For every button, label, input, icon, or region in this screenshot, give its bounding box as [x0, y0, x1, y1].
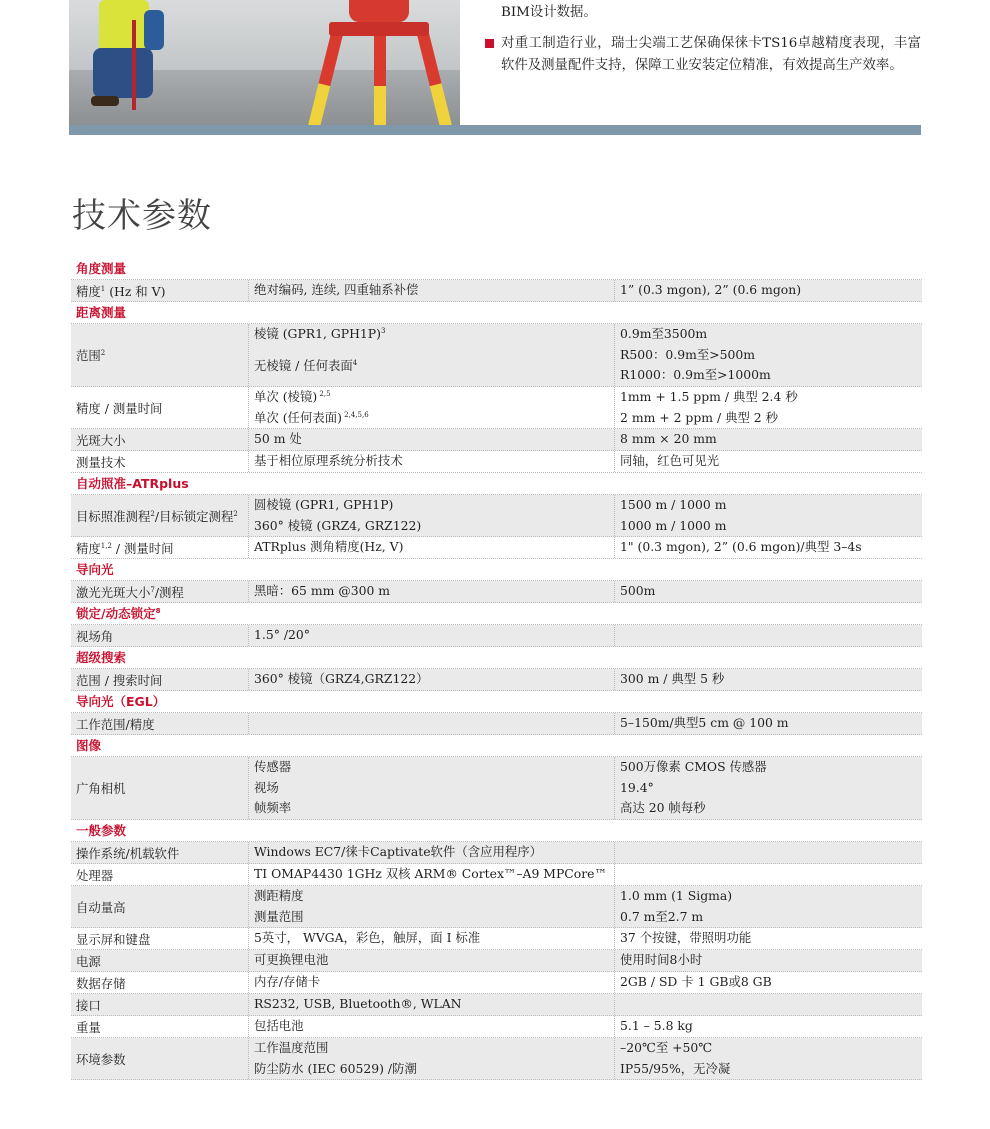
spec-label: 精度$^{1,2}$ / 测量时间 [76, 540, 174, 556]
spec-desc: 1.5° /20° [254, 627, 310, 642]
spec-value: 37 个按键，带照明功能 [620, 930, 752, 945]
spec-row [71, 324, 922, 387]
spec-desc: 防尘防水 (IEC 60529) /防潮 [254, 1060, 417, 1076]
spec-desc: 黑暗：65 mm @300 m [254, 583, 391, 598]
spec-row [71, 1016, 922, 1038]
spec-label: 范围$^2$ [76, 348, 106, 363]
photo-tripod-head [329, 22, 429, 36]
spec-desc: 测距精度 [254, 888, 304, 903]
photo-worker-arm [144, 10, 164, 50]
spec-desc: 基于相位原理系统分析技术 [254, 453, 403, 468]
intro-text [485, 0, 921, 77]
spec-label: 环境参数 [76, 1051, 126, 1067]
spec-label: 工作范围/精度 [76, 716, 155, 732]
photo-instrument [349, 0, 409, 22]
spec-value: 19.4° [620, 779, 654, 795]
spec-row [71, 537, 922, 559]
spec-label: 目标照准测程$^2$/目标锁定测程$^2$ [76, 508, 238, 524]
spec-desc: 可更换锂电池 [254, 952, 329, 967]
group-heading: 锁定/动态锁定$^8$ [71, 603, 922, 625]
spec-row [71, 1038, 922, 1080]
spec-row [71, 928, 922, 950]
spec-desc: 视场 [254, 779, 279, 795]
spec-label: 广角相机 [76, 781, 126, 796]
spec-row [71, 429, 922, 451]
spec-row [71, 950, 922, 972]
spec-value: 0.9m至3500m [620, 326, 708, 341]
group-heading: 超级搜索 [71, 647, 922, 669]
group-heading: 导向光（EGL） [71, 691, 922, 713]
spec-row [71, 495, 922, 537]
group-heading: 自动照准–ATRplus [71, 473, 922, 495]
spec-value: 1000 m / 1000 m [620, 517, 727, 533]
spec-desc: 5英寸， WVGA，彩色，触屏，面 I 标准 [254, 930, 481, 945]
spec-desc: 测量范围 [254, 908, 304, 924]
spec-value: 1500 m / 1000 m [620, 497, 727, 512]
spec-value: 500m [620, 583, 656, 598]
spec-desc: 单次 (棱镜) $^{2,5}$ [254, 389, 331, 404]
spec-label: 测量技术 [76, 454, 126, 470]
spec-label: 操作系统/机载软件 [76, 845, 180, 861]
spec-row [71, 625, 922, 647]
spec-desc: 绝对编码, 连续, 四重轴系补偿 [254, 282, 419, 297]
spec-value: 0.7 m至2.7 m [620, 908, 704, 924]
spec-value: 同轴，红色可见光 [620, 453, 720, 468]
page-title: 技术参数 [72, 196, 212, 236]
spec-desc: 50 m 处 [254, 431, 302, 446]
spec-desc: 360° 棱镜 (GRZ4, GRZ122) [254, 517, 422, 533]
spec-desc: RS232, USB, Bluetooth®, WLAN [254, 996, 462, 1011]
photo-prism-pole [132, 20, 136, 110]
spec-row [71, 387, 922, 429]
spec-row [71, 994, 922, 1016]
photo-worker-vest [99, 0, 149, 48]
spec-value: 1.0 mm (1 Sigma) [620, 888, 733, 903]
spec-row [71, 713, 922, 735]
spec-label: 光斑大小 [76, 432, 126, 448]
spec-value: 使用时间8小时 [620, 952, 703, 967]
spec-row [71, 581, 922, 603]
spec-label: 精度$^1$ (Hz 和 V) [76, 283, 166, 299]
spec-desc: Windows EC7/徕卡Captivate软件（含应用程序） [254, 844, 543, 859]
banner-divider [69, 125, 921, 135]
spec-value: IP55/95%，无冷凝 [620, 1060, 731, 1076]
spec-row [71, 842, 922, 864]
spec-desc: 包括电池 [254, 1018, 304, 1033]
spec-label: 重量 [76, 1019, 101, 1035]
spec-value: 8 mm × 20 mm [620, 431, 717, 446]
spec-row [71, 757, 922, 820]
spec-label: 视场角 [76, 628, 114, 644]
spec-label: 接口 [76, 997, 101, 1013]
intro-line: BIM设计数据。 [501, 5, 597, 20]
group-heading: 距离测量 [71, 302, 922, 324]
intro-bullet-text: 对重工制造行业，瑞士尖端工艺保确保徕卡TS16卓越精度表现，丰富软件及测量配件支持，保障工业安装定位精准，有效提高生产效率。 [501, 36, 921, 73]
surveyor-photo [69, 0, 460, 125]
spec-value: 500万像素 CMOS 传感器 [620, 759, 767, 774]
group-heading: 图像 [71, 735, 922, 757]
spec-value: 300 m / 典型 5 秒 [620, 671, 725, 686]
spec-label: 精度 / 测量时间 [76, 400, 163, 416]
spec-desc: 内存/存储卡 [254, 974, 321, 989]
spec-value: 5–150m/典型5 cm @ 100 m [620, 715, 789, 730]
spec-value: –20℃至 +50℃ [620, 1040, 713, 1055]
photo-worker-boot [91, 96, 119, 106]
spec-row [71, 886, 922, 928]
spec-desc: 传感器 [254, 759, 292, 774]
spec-value: R500：0.9m至>500m [620, 346, 755, 362]
spec-row [71, 451, 922, 473]
spec-value: 1” (0.3 mgon), 2” (0.6 mgon) [620, 282, 802, 297]
spec-label: 电源 [76, 953, 101, 969]
spec-desc: 棱镜 (GPR1, GPH1P)$^3$ [254, 326, 386, 341]
spec-row [71, 864, 922, 886]
group-heading: 一般参数 [71, 820, 922, 842]
spec-label: 处理器 [76, 867, 114, 883]
spec-value: 高达 20 帧每秒 [620, 800, 706, 815]
spec-label: 激光光斑大小$^7$/测程 [76, 584, 184, 600]
spec-value: 1mm + 1.5 ppm / 典型 2.4 秒 [620, 389, 798, 404]
spec-desc: 工作温度范围 [254, 1040, 329, 1055]
spec-table [71, 258, 922, 1080]
spec-label: 数据存储 [76, 975, 126, 991]
spec-desc: 单次 (任何表面) $^{2,4,5,6}$ [254, 409, 369, 425]
spec-value: R1000：0.9m至>1000m [620, 367, 771, 382]
spec-row [71, 669, 922, 691]
spec-value: 1" (0.3 mgon), 2” (0.6 mgon)/典型 3–4s [620, 539, 862, 554]
spec-desc: 360° 棱镜（GRZ4,GRZ122） [254, 671, 429, 686]
spec-row [71, 280, 922, 302]
spec-desc: 帧频率 [254, 800, 292, 815]
spec-desc: 圆棱镜 (GPR1, GPH1P) [254, 497, 394, 512]
spec-label: 范围 / 搜索时间 [76, 672, 163, 688]
spec-value: 2GB / SD 卡 1 GB或8 GB [620, 974, 772, 989]
spec-value: 5.1 – 5.8 kg [620, 1018, 693, 1033]
spec-label: 自动量高 [76, 899, 126, 915]
spec-row [71, 972, 922, 994]
spec-desc: TI OMAP4430 1GHz 双核 ARM® Cortex™–A9 MPCore™ [254, 866, 607, 881]
spec-value: 2 mm + 2 ppm / 典型 2 秒 [620, 409, 778, 425]
bullet-square-icon [485, 39, 494, 48]
group-heading: 角度测量 [71, 258, 922, 280]
spec-desc: ATRplus 测角精度(Hz, V) [254, 539, 404, 554]
photo-worker-legs [93, 48, 153, 98]
spec-desc: 无棱镜 / 任何表面$^4$ [254, 357, 358, 373]
spec-label: 显示屏和键盘 [76, 931, 151, 947]
photo-tripod-leg [374, 34, 386, 125]
intro-bullet [485, 33, 921, 77]
group-heading: 导向光 [71, 559, 922, 581]
